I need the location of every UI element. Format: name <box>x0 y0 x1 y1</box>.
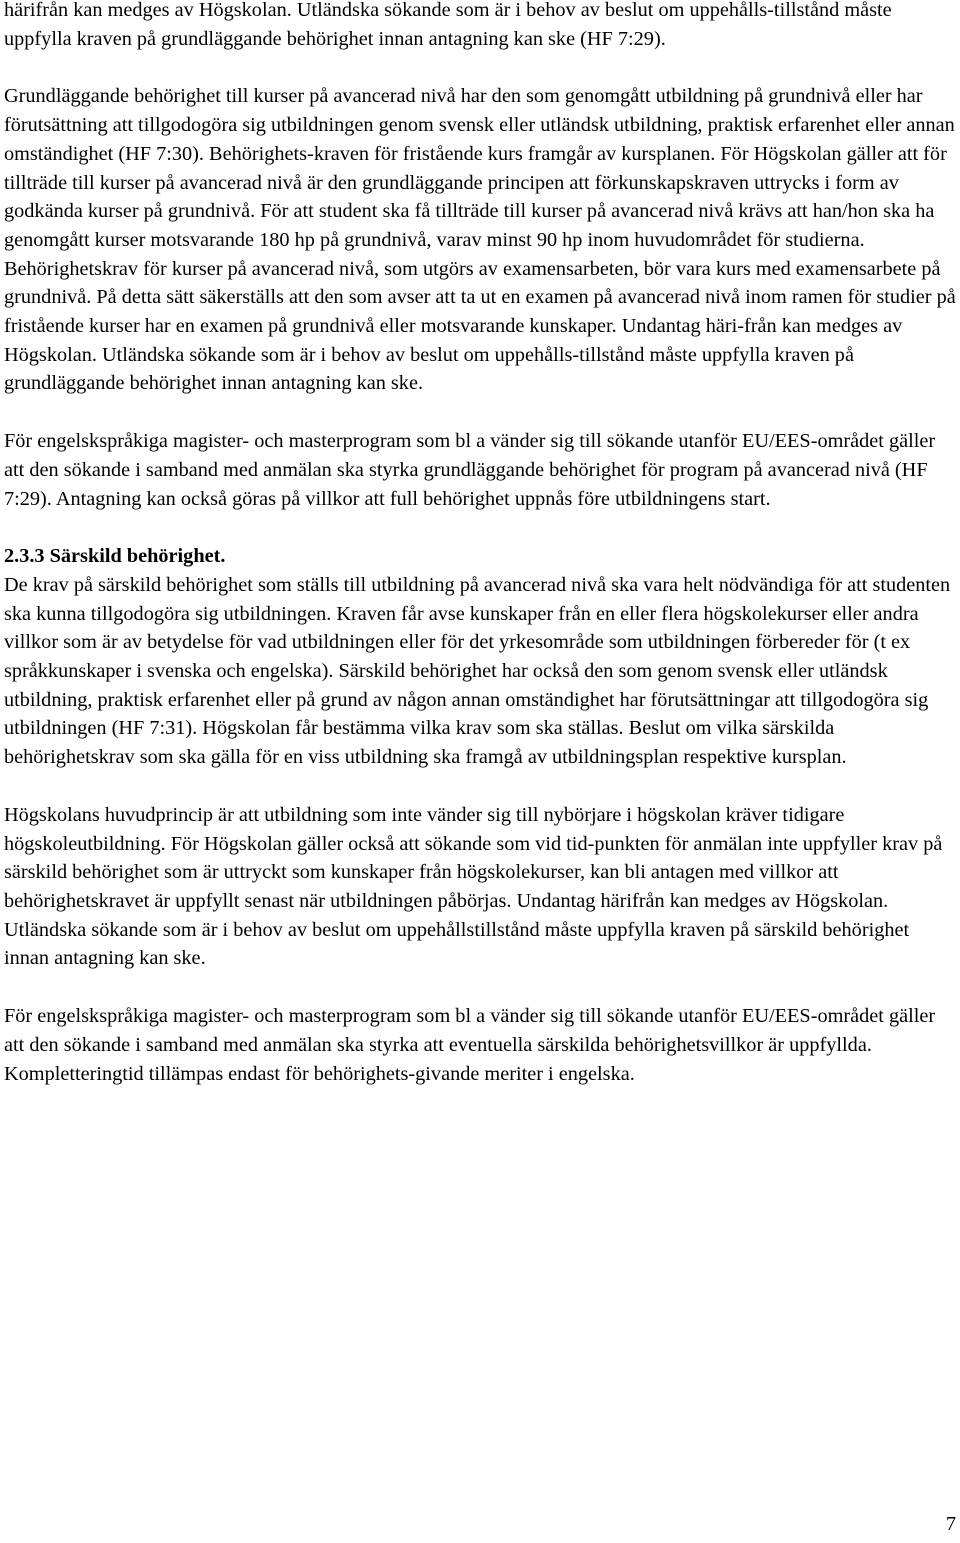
paragraph-grundlaggande-behorighet: Grundläggande behörighet till kurser på avancerad nivå har den som genomgått utbildning på grundnivå eller har förutsättning att tillgodogöra sig utbildningen genom svensk eller utländsk utbildning, praktisk erfarenhet eller annan omständighet (HF 7:30). Behörighets-kraven för fristående kurs framgår av kursplanen. För Högskolan gäller att för tillträde till kurser på avancerad nivå är den grundläggande principen att förkunskapskraven uttrycks i form av godkända kurser på grundnivå. För att student ska få tillträde till kurser på avancerad nivå krävs att han/hon ska ha genomgått kurser motsvarande 180 hp på grundnivå, varav minst 90 hp inom huvudområdet för studierna. Behörighetskrav för kurser på avancerad nivå, som utgörs av examensarbeten, bör vara kurs med examensarbete på grundnivå. På detta sätt säkerställs att den som avser att ta ut en examen på avancerad nivå inom ramen för studier på fristående kurser har en examen på grundnivå eller motsvarande kunskaper. Undantag häri-från kan medges av Högskolan. Utländska sökande som är i behov av beslut om uppehålls-tillstånd måste uppfylla kraven på grundläggande behörighet innan antagning kan ske. <box>4 85 956 395</box>
paragraph-gap <box>4 513 956 542</box>
paragraph-gap <box>4 53 956 82</box>
page-number: 7 <box>945 1513 956 1535</box>
paragraph-gap <box>4 973 956 1002</box>
paragraph-continued: härifrån kan medges av Högskolan. Utländska sökande som är i behov av beslut om uppehålls-tillstånd måste uppfylla kraven på grundläggande behörighet innan antagning kan ske (HF 7:29). <box>4 0 892 50</box>
paragraph-gap <box>4 398 956 427</box>
section-heading: 2.3.3 Särskild behörighet. <box>4 545 226 568</box>
paragraph-engelsksprakiga-sarskild: För engelskspråkiga magister- och masterprogram som bl a vänder sig till sökande utanför EU/EES-området gäller att den sökande i samband med anmälan ska styrka att eventuella särskilda behörighetsvillkor är uppfyllda. Kompletteringtid tillämpas endast för behörighets-givande meriter i engelska. <box>4 1005 936 1085</box>
paragraph-gap <box>4 772 956 801</box>
document-page <box>4 0 956 1088</box>
paragraph-sarskild-behorighet: De krav på särskild behörighet som ställs till utbildning på avancerad nivå ska vara helt nödvändiga för att studenten ska kunna tillgodogöra sig utbildningen. Kraven får avse kunskaper från en eller flera högskolekurser eller andra villkor som är av betydelse för vad utbildningen eller för det yrkesområde som utbildningen förbereder för (t ex språkkunskaper i svenska och engelska). Särskild behörighet har också den som genom svensk eller utländsk utbildning, praktisk erfarenhet eller på grund av någon annan omständighet har förutsättningar att tillgodogöra sig utbildningen (HF 7:31). Högskolan får bestämma vilka krav som ska ställas. Beslut om vilka särskilda behörighetskrav som ska gälla för en viss utbildning ska framgå av utbildningsplan respektive kursplan. <box>4 573 951 769</box>
paragraph-engelsksprakiga-program: För engelskspråkiga magister- och masterprogram som bl a vänder sig till sökande utanför EU/EES-området gäller att den sökande i samband med anmälan ska styrka grundläggande behörighet för program på avancerad nivå (HF 7:29). Antagning kan också göras på villkor att full behörighet uppnås före utbildningens start. <box>4 430 936 510</box>
paragraph-huvudprincip: Högskolans huvudprincip är att utbildning som inte vänder sig till nybörjare i högskolan kräver tidigare högskoleutbildning. För Högskolan gäller också att sökande som vid tid-punkten för anmälan inte uppfyller krav på särskild behörighet som är uttryckt som kunskaper från högskolekurser, kan bli antagen med villkor att behörighetskravet är uppfyllt senast när utbildningen påbörjas. Undantag härifrån kan medges av Högskolan. Utländska sökande som är i behov av beslut om uppehållstillstånd måste uppfylla kraven på särskild behörighet innan antagning kan ske. <box>4 803 943 970</box>
